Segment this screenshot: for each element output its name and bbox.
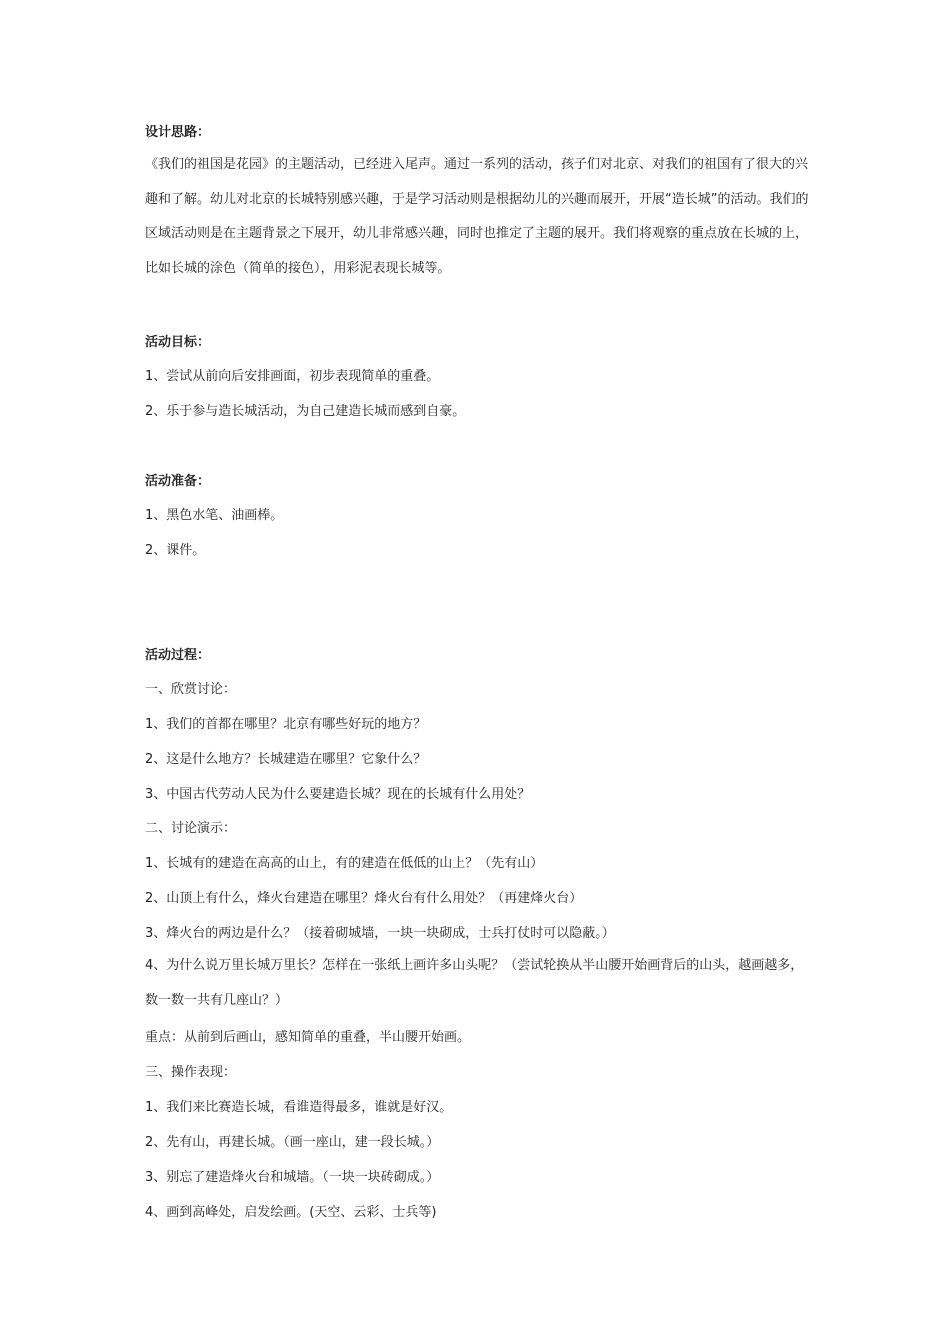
goal-item-2: 2、乐于参与造长城活动，为自己建造长城而感到自豪。 — [145, 404, 466, 419]
section3-item-3: 3、别忘了建造烽火台和城墙。（一块一块砖砌成。） — [145, 1170, 440, 1185]
design-paragraph: 《我们的祖国是花园》的主题活动，已经进入尾声。通过一系列的活动，孩子们对北京、对我们的祖国有了很大的兴趣和了解。幼儿对北京的长城特别感兴趣，于是学习活动则是根据幼儿的兴趣而展开，开展“造长城”的活动。我们的区域活动则是在主题背景之下展开，幼儿非常感兴趣，同时也推定了主题的展开。我们将观察的重点放在长城的上，比如长城的涂色（简单的接色），用彩泥表现长城等。 — [145, 157, 809, 276]
design-heading: 设计思路： — [145, 125, 211, 140]
section3-item-1: 1、我们来比赛造长城，看谁造得最多，谁就是好汉。 — [145, 1100, 453, 1115]
section3-title: 三、操作表现： — [145, 1065, 237, 1080]
goal-item-1: 1、尝试从前向后安排画面，初步表现简单的重叠。 — [145, 369, 440, 384]
section2-key-point: 重点：从前到后画山，感知简单的重叠，半山腰开始画。 — [145, 1030, 471, 1045]
goals-heading: 活动目标： — [145, 335, 211, 350]
section2-item-3: 3、烽火台的两边是什么？（接着砌城墙，一块一块砌成，士兵打仗时可以隐蔽。） — [145, 926, 615, 941]
section1-item-1: 1、我们的首都在哪里？北京有哪些好玩的地方？ — [145, 717, 427, 732]
section2-item-2: 2、山顶上有什么，烽火台建造在哪里？烽火台有什么用处？（再建烽火台） — [145, 891, 583, 906]
prep-item-1: 1、黑色水笔、油画棒。 — [145, 508, 284, 523]
section3-item-2: 2、先有山，再建长城。（画一座山，建一段长城。） — [145, 1135, 440, 1150]
section3-item-4: 4、画到高峰处，启发绘画。(天空、云彩、士兵等) — [145, 1205, 437, 1220]
section2-item-4: 4、为什么说万里长城万里长？怎样在一张纸上画许多山头呢？（尝试轮换从半山腰开始画背后的山头，越画越多，数一数一共有几座山？） — [145, 958, 804, 1008]
section1-item-2: 2、这是什么地方？长城建造在哪里？它象什么？ — [145, 752, 427, 767]
prep-item-2: 2、课件。 — [145, 543, 206, 558]
section2-title: 二、讨论演示： — [145, 821, 237, 836]
prep-heading: 活动准备： — [145, 474, 211, 489]
section1-title: 一、欣赏讨论： — [145, 682, 237, 697]
process-heading: 活动过程： — [145, 648, 211, 663]
section1-item-3: 3、中国古代劳动人民为什么要建造长城？现在的长城有什么用处？ — [145, 787, 531, 802]
section2-item-1: 1、长城有的建造在高高的山上，有的建造在低低的山上？（先有山） — [145, 856, 544, 871]
